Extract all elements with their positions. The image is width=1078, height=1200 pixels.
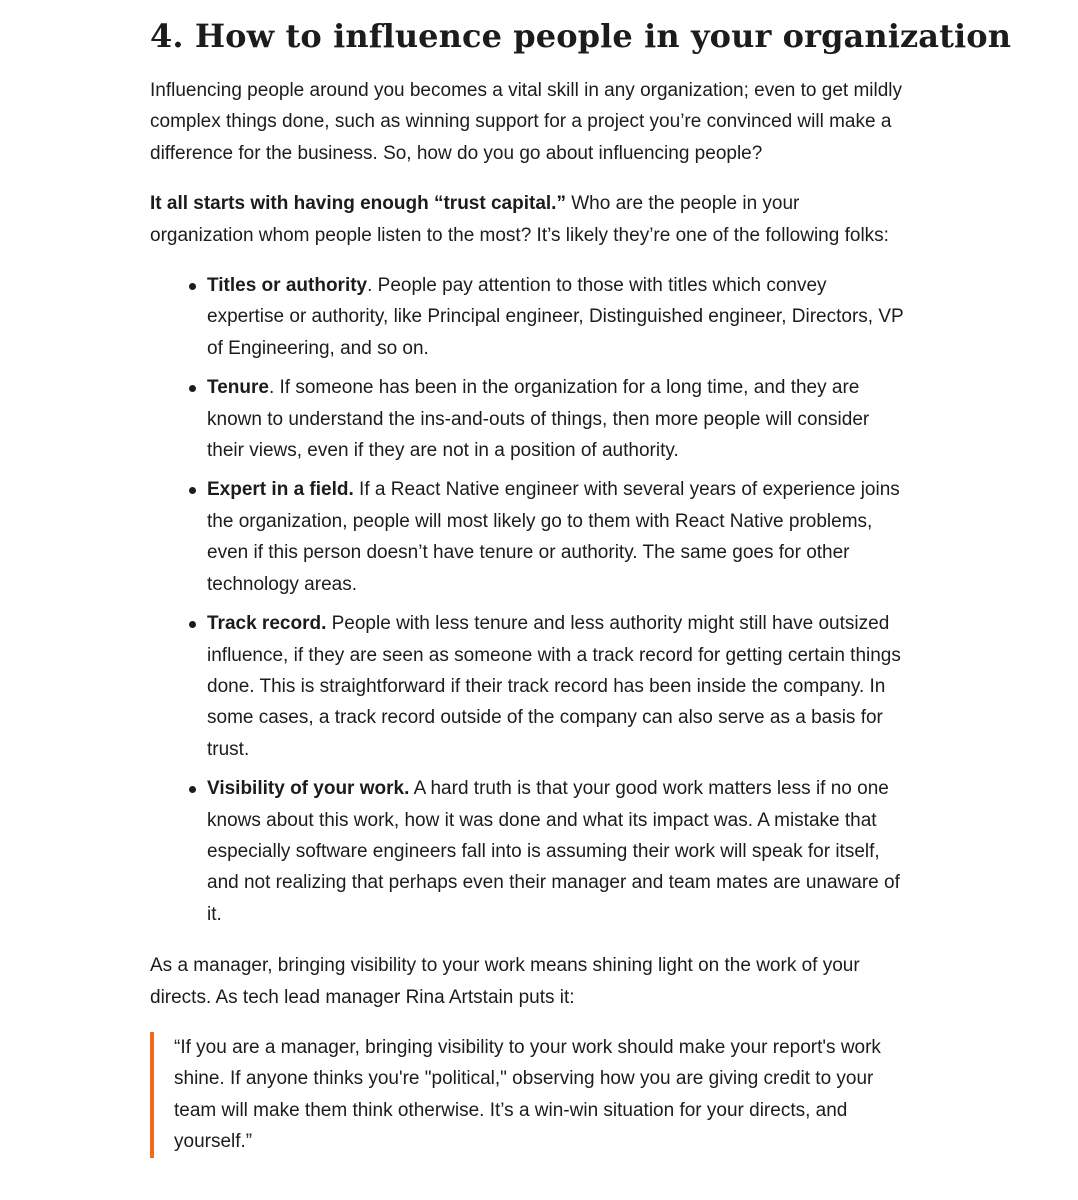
- trust-capital-text: Who are the people in your organization whom people listen to the most? It’s likely they’re one of the following folks:: [150, 193, 889, 246]
- list-item: [207, 608, 905, 765]
- list-item: [207, 474, 905, 600]
- article-body: [150, 0, 1012, 1158]
- list-item: [207, 372, 905, 466]
- list-item-text: A hard truth is that your good work matters less if no one knows about this work, how it was done and what its impact was. A mistake that especially software engineers fall into is assuming their work will speak for itself, and not realizing that perhaps even their manager and team mates are unaware of it.: [207, 778, 900, 925]
- bullet-icon: [189, 487, 196, 494]
- rina-artstain-quote: “If you are a manager, bringing visibility to your work should make your report's work shine. If anyone thinks you're "political," observing how you are giving credit to your team will make them think otherwise. It’s a win-win situation for your directs, and yourself.”: [150, 1032, 905, 1158]
- list-item-title: Tenure: [207, 377, 269, 399]
- list-item-title: Visibility of your work.: [207, 778, 410, 800]
- list-item-text: . If someone has been in the organization for a long time, and they are known to understand the ins-and-outs of things, then more people will consider their views, even if they are not in a position of authority.: [207, 377, 870, 462]
- list-item-title: Titles or authority: [207, 275, 368, 297]
- list-item-text: If a React Native engineer with several years of experience joins the organization, people will most likely go to them with React Native problems, even if this person doesn’t have tenure or authority. The same goes for other technology areas.: [207, 479, 900, 595]
- section-heading: 4. How to influence people in your organization: [150, 17, 1012, 55]
- list-item-text: People with less tenure and less authority might still have outsized influence, if they are seen as someone with a track record for getting certain things done. This is straightforward if their track record has been inside the company. In some cases, a track record outside of the company can also serve as a basis for trust.: [207, 613, 901, 760]
- list-item: [207, 773, 905, 930]
- bullet-icon: [189, 385, 196, 392]
- list-item: [207, 270, 905, 364]
- bullet-icon: [189, 621, 196, 628]
- bullet-icon: [189, 786, 196, 793]
- trust-capital-lead: It all starts with having enough “trust capital.”: [150, 193, 566, 215]
- influencer-list: [150, 270, 905, 930]
- bullet-icon: [189, 283, 196, 290]
- list-item-text: . People pay attention to those with titles which convey expertise or authority, like Principal engineer, Distinguished engineer, Directors, VP of Engineering, and so on.: [207, 275, 904, 359]
- manager-visibility-paragraph: As a manager, bringing visibility to your work means shining light on the work of your directs. As tech lead manager Rina Artstain puts it:: [150, 955, 860, 1008]
- trust-capital-paragraph: [150, 188, 905, 251]
- list-item-title: Track record.: [207, 613, 327, 635]
- intro-paragraph: Influencing people around you becomes a vital skill in any organization; even to get mildly complex things done, such as winning support for a project you’re convinced will make a difference for the business. So, how do you go about influencing people?: [150, 80, 903, 164]
- list-item-title: Expert in a field.: [207, 479, 354, 501]
